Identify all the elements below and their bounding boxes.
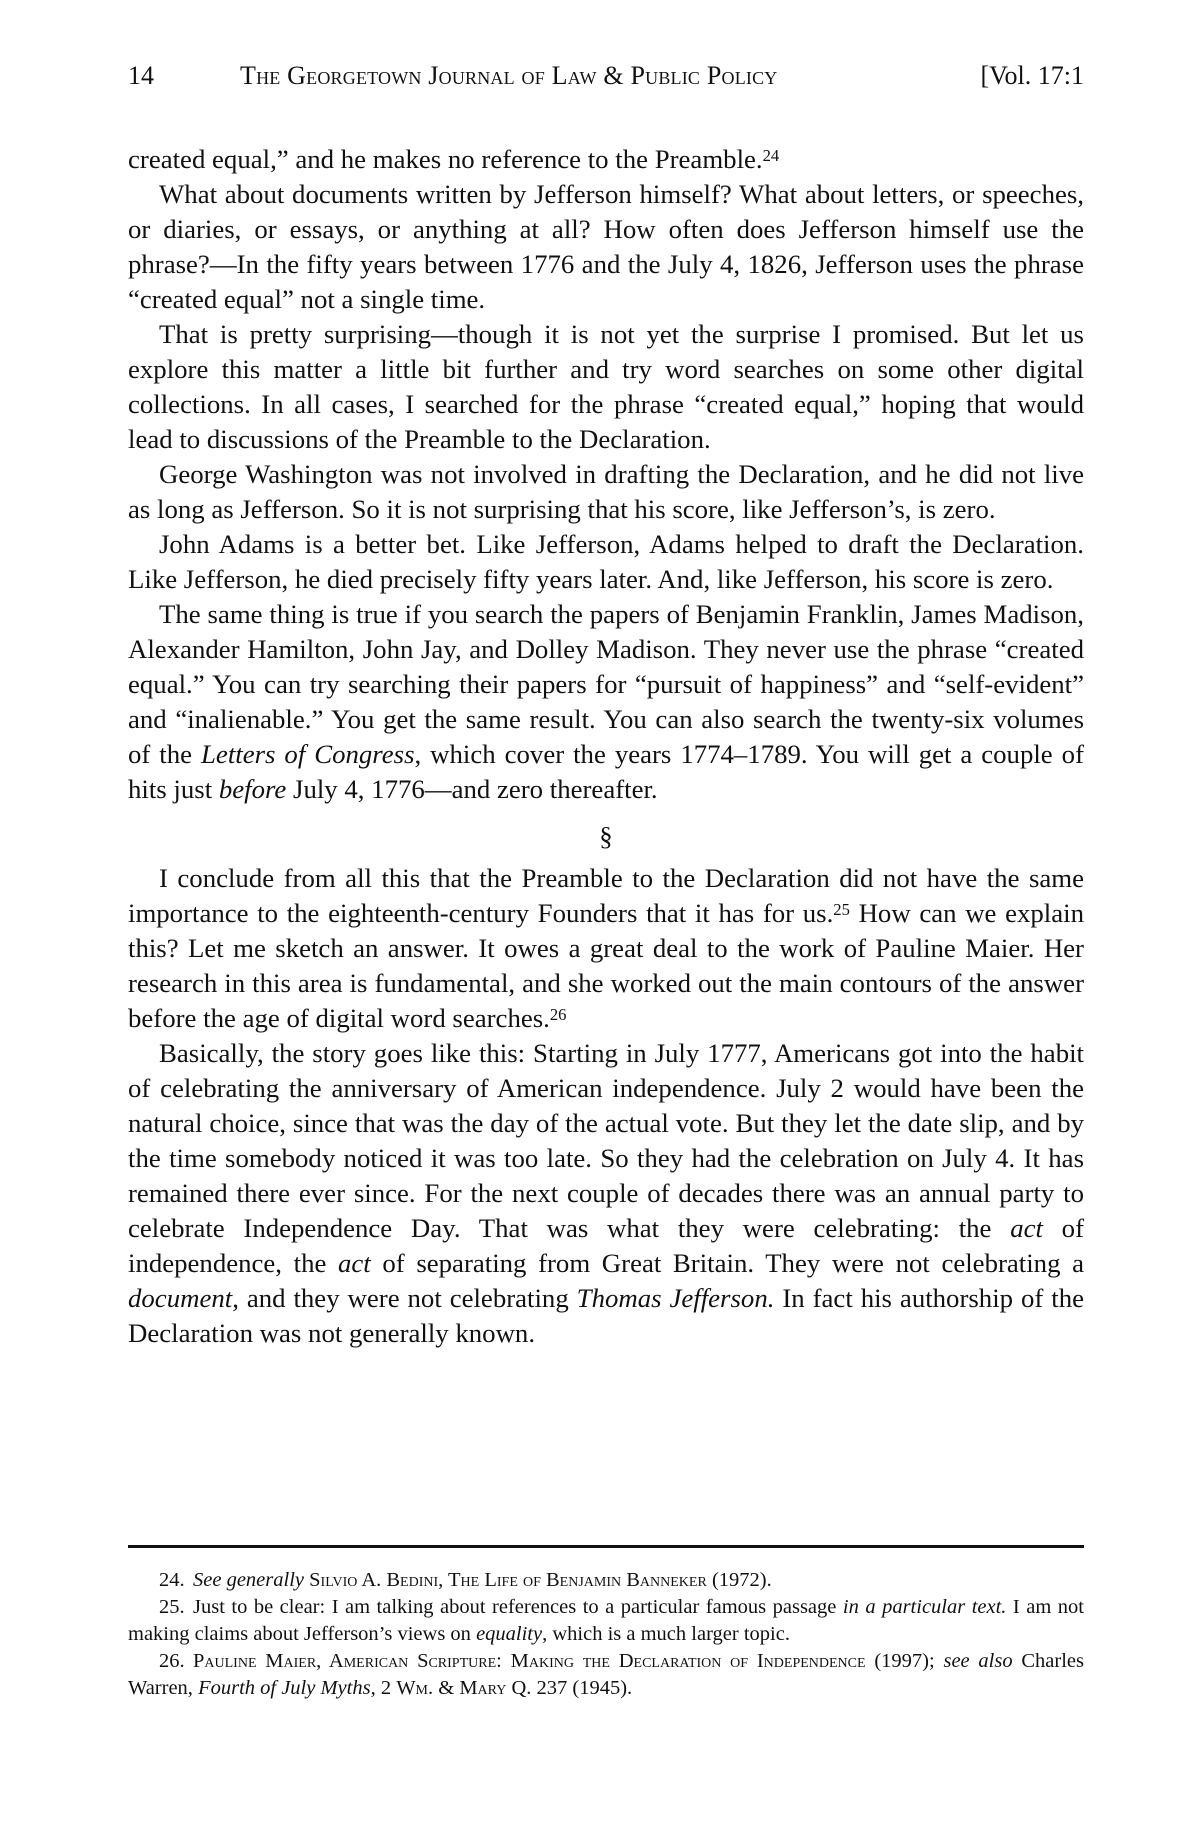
paragraph-4: George Washington was not involved in drafting the Declaration, and he did not live as long as Jefferson. So it is not surprising that his score, like Jefferson’s, is zero. (128, 459, 1084, 524)
paragraph-7-text-a: I conclude from all this that the Preamble to the Declaration did not have the same importance to the eighteenth-century Founders that it has for us. (128, 863, 1084, 928)
footnote-25-text-c: , which is a much larger topic. (542, 1623, 790, 1645)
emphasis-act-1: act (1010, 1213, 1043, 1243)
paragraph-6-text-c: , which cover the years 1774–1789. You will get a couple of hits just (128, 739, 1084, 804)
paragraph-7 (128, 861, 1084, 1036)
journal-page (128, 0, 1084, 1824)
emphasis-document: document (128, 1283, 233, 1313)
paragraph-8-text-i: In fact his authorship of the Declaration was not generally known. (128, 1283, 1084, 1348)
footnote-ref-24[interactable]: 24 (762, 145, 780, 165)
section-break: § (599, 821, 613, 851)
paragraph-8 (128, 1036, 1084, 1351)
footnote-24-citation: Silvio A. Bedini, The Life of Benjamin Banneker (304, 1569, 707, 1591)
footnote-25-emphasis-2: equality (476, 1623, 543, 1645)
footnote-25 (128, 1594, 1084, 1648)
paragraph-6-text-a: The same thing is true if you search the papers of Benjamin Franklin, James Madison, Alexander Hamilton, John Jay, and Dolley Madison. They never use the phrase “created equal.” You can try searching their papers for “pursuit of happiness” and “self-evident” and “inalienable.” You get the same result. You can also search the twenty-six volumes of the (128, 599, 1084, 769)
paragraph-1 (128, 142, 1084, 177)
footnote-24-signal: See generally (193, 1569, 304, 1591)
footnote-ref-25[interactable]: 25 (833, 899, 850, 919)
footnote-divider (128, 1545, 1084, 1548)
paragraph-7-text-b: How can we explain this? Let me sketch an answer. It owes a great deal to the work of Pauline Maier. Her research in this area is fundamental, and she worked out the main contours of the answer before the age of digital word searches. (128, 898, 1084, 1033)
footnotes (128, 1567, 1084, 1702)
footnote-26-text-d: 237 (1945). (531, 1677, 633, 1699)
footnote-25-text-a: Just to be clear: I am talking about references to a particular famous passage (193, 1596, 843, 1618)
paragraph-8-text-c: of independence, the (128, 1213, 1084, 1278)
article-body (128, 142, 1084, 1351)
footnote-26-article-title: Fourth of July Myths (198, 1677, 371, 1699)
footnote-25-text-b: I am not making claims about Jefferson’s views on (128, 1596, 1084, 1645)
emphasis-before: before (218, 774, 287, 804)
paragraph-6 (128, 597, 1084, 807)
paragraph-1-text: created equal,” and he makes no reference to the Preamble. (128, 144, 763, 174)
footnote-26-text-c: , 2 (370, 1677, 397, 1699)
paragraph-8-text-a: Basically, the story goes like this: Starting in July 1777, Americans got into the habit of celebrating the anniversary of American independence. July 2 would have been the natural choice, since that was the day of the actual vote. But they let the date slip, and by the time somebody noticed it was too late. So they had the celebration on July 4. It has remained there ever since. For the next couple of decades there was an annual party to celebrate Independence Day. That was what they were celebrating: the (128, 1038, 1084, 1243)
footnote-24-number: 24. (159, 1569, 185, 1591)
footnote-26-number: 26. (159, 1650, 185, 1672)
running-head (128, 58, 1084, 94)
paragraph-8-text-g: , and they were not celebrating (232, 1283, 577, 1313)
volume-label: [Vol. 17:1 (980, 61, 1084, 90)
footnote-26-journal: Wm. & Mary Q. (396, 1677, 532, 1699)
paragraph-5: John Adams is a better bet. Like Jefferson, Adams helped to draft the Declaration. Like Jefferson, he died precisely fifty years later. And, like Jefferson, his score is zero. (128, 529, 1084, 594)
footnote-ref-26[interactable]: 26 (549, 1004, 567, 1024)
emphasis-act-2: act (338, 1248, 371, 1278)
footnote-25-emphasis-1: in a particular text. (842, 1596, 1007, 1618)
paragraph-2: What about documents written by Jefferson himself? What about letters, or speeches, or diaries, or essays, or anything at all? How often does Jefferson himself use the phrase?—In the fifty years between 1776 and the July 4, 1826, Jefferson uses the phrase “created equal” not a single time. (128, 179, 1084, 314)
footnote-24 (128, 1567, 1084, 1594)
footnote-26-text-a: (1997); (865, 1650, 944, 1672)
journal-title: The Georgetown Journal of Law & Public Policy (240, 61, 778, 90)
paragraph-6-text-e: July 4, 1776—and zero thereafter. (286, 774, 658, 804)
footnote-24-year: (1972). (706, 1569, 772, 1591)
footnote-26 (128, 1648, 1084, 1702)
footnote-25-number: 25. (159, 1596, 185, 1618)
footnote-26-citation-1: Pauline Maier, American Scripture: Making the Declaration of Independence (193, 1650, 866, 1672)
page-number: 14 (128, 61, 154, 90)
letters-of-congress-title: Letters of Congress (201, 739, 415, 769)
footnote-26-text-b: Charles Warren, (128, 1650, 1084, 1699)
paragraph-3: That is pretty surprising—though it is not yet the surprise I promised. But let us explore this matter a little bit further and try word searches on some other digital collections. In all cases, I searched for the phrase “created equal,” hoping that would lead to discussions of the Preamble to the Declaration. (128, 319, 1084, 454)
emphasis-thomas-jefferson: Thomas Jefferson. (576, 1283, 775, 1313)
paragraph-8-text-e: of separating from Great Britain. They were not celebrating a (370, 1248, 1084, 1278)
footnote-26-signal: see also (943, 1650, 1013, 1672)
